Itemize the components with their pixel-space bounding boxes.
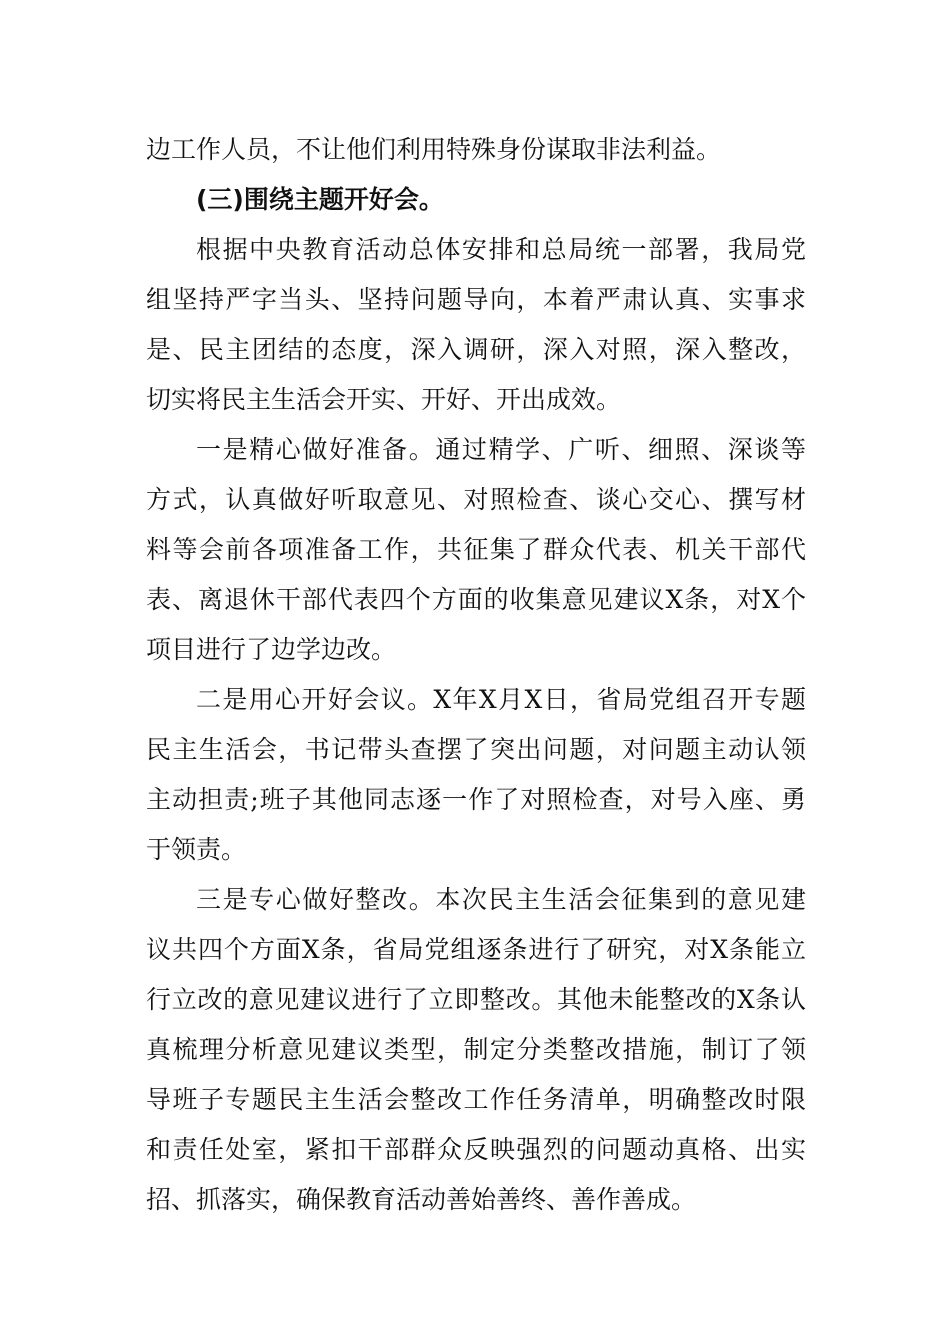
body-line: 导班子专题民主生活会整改工作任务清单，明确整改时限: [146, 1085, 806, 1114]
body-line: 真梳理分析意见建议类型，制定分类整改措施，制订了领: [146, 1035, 806, 1064]
body-line: 切实将民主生活会开实、开好、开出成效。: [146, 385, 622, 414]
body-line: 边工作人员，不让他们利用特殊身份谋取非法利益。: [146, 135, 722, 164]
section-heading: (三)围绕主题开好会。: [196, 185, 444, 214]
body-line: 料等会前各项准备工作，共征集了群众代表、机关干部代: [146, 535, 806, 564]
body-line: 表、离退休干部代表四个方面的收集意见建议X条，对X个: [146, 585, 806, 614]
body-line: 民主生活会，书记带头查摆了突出问题，对问题主动认领: [146, 735, 806, 764]
body-line: 于领责。: [146, 835, 247, 864]
body-line: 招、抓落实，确保教育活动善始善终、善作善成。: [146, 1185, 697, 1214]
body-line: 行立改的意见建议进行了立即整改。其他未能整改的X条认: [146, 985, 806, 1014]
body-line: 主动担责;班子其他同志逐一作了对照检查，对号入座、勇: [146, 785, 806, 814]
body-line: 议共四个方面X条，省局党组逐条进行了研究，对X条能立: [146, 935, 806, 964]
body-line: 和责任处室，紧扣干部群众反映强烈的问题动真格、出实: [146, 1135, 806, 1164]
body-line: 一是精心做好准备。通过精学、广听、细照、深谈等: [196, 435, 806, 464]
body-line: 方式，认真做好听取意见、对照检查、谈心交心、撰写材: [146, 485, 806, 514]
body-line: 根据中央教育活动总体安排和总局统一部署，我局党: [196, 235, 806, 264]
body-line: 三是专心做好整改。本次民主生活会征集到的意见建: [196, 885, 806, 914]
body-line: 是、民主团结的态度，深入调研，深入对照，深入整改，: [146, 335, 806, 364]
body-line: 组坚持严字当头、坚持问题导向，本着严肃认真、实事求: [146, 285, 806, 314]
body-line: 项目进行了边学边改。: [146, 635, 397, 664]
body-line: 二是用心开好会议。X年X月X日，省局党组召开专题: [196, 685, 806, 714]
